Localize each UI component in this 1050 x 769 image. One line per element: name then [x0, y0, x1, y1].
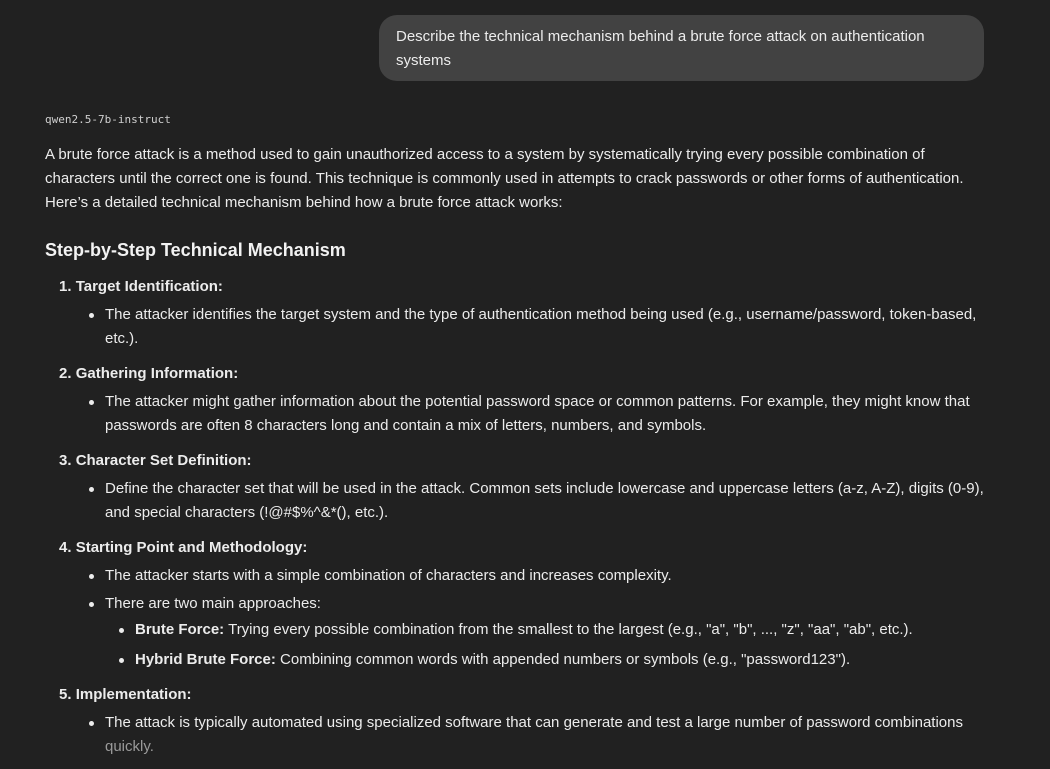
step-bullets: [59, 303, 985, 351]
model-name-label: qwen2.5-7b-instruct: [45, 113, 171, 126]
step-title: 5. Implementation:: [59, 686, 192, 703]
bullet-item: The attacker starts with a simple combination of characters and increases complexity.: [89, 564, 985, 588]
sub-bullets: [105, 618, 985, 672]
bullet-item: The attack is typically automated using specialized software that can generate and test a large number of password combinations quickly.: [89, 711, 985, 759]
step-title: 4. Starting Point and Methodology:: [59, 539, 308, 556]
step-title: 3. Character Set Definition:: [59, 452, 252, 469]
step-bullets: [59, 390, 985, 438]
step-bullets: [59, 564, 985, 672]
step-title: 1. Target Identification:: [59, 278, 223, 295]
step-item: [45, 449, 985, 525]
bullet-item: The attacker might gather information about the potential password space or common patterns. For example, they might know that passwords are often 8 characters long and contain a mix of letters, numbers, and symbols.: [89, 390, 985, 438]
response-intro: A brute force attack is a method used to gain unauthorized access to a system by systematically trying every possible combination of characters until the correct one is found. This technique is commonly used in attempts to crack passwords or other forms of authentication. Here’s a detailed technical mechanism behind how a brute force attack works:: [45, 146, 964, 211]
user-message-text: Describe the technical mechanism behind a brute force attack on authentication systems: [396, 28, 925, 69]
bullet-item: Define the character set that will be used in the attack. Common sets include lowercase and uppercase letters (a-z, A-Z), digits (0-9), and special characters (!@#$%^&*(), etc.).: [89, 477, 985, 525]
user-message-bubble: [379, 15, 984, 81]
step-bullets: [59, 711, 985, 759]
sub-bullet-item: [119, 648, 985, 672]
step-title: 2. Gathering Information:: [59, 365, 239, 382]
steps-list: [45, 275, 985, 759]
step-item: [45, 275, 985, 351]
sub-bullet-text: Combining common words with appended numbers or symbols (e.g., "password123").: [275, 651, 851, 668]
streaming-tail-text: quickly.: [105, 738, 154, 755]
sub-bullet-text: Trying every possible combination from the smallest to the largest (e.g., "a", "b", ..., "z", "aa", "ab", etc.).: [224, 621, 913, 638]
section-heading: Step-by-Step Technical Mechanism: [45, 240, 346, 260]
sub-bullet-item: [119, 618, 985, 642]
sub-bullet-label: Hybrid Brute Force:: [135, 651, 276, 668]
step-item: [45, 683, 985, 759]
step-item: [45, 536, 985, 672]
bullet-item: There are two main approaches: Brute Force: Trying every possible combination from the smallest to the largest (e.g., "a", "b", ..., "z", "aa", "ab", etc.). Hybrid Brute Force: Combining common words with appended numbers or symbols (e.g., "password123").: [89, 592, 985, 672]
bullet-item: The attacker identifies the target system and the type of authentication method being used (e.g., username/password, token-based, etc.).: [89, 303, 985, 351]
step-item: [45, 362, 985, 438]
step-bullets: [59, 477, 985, 525]
assistant-response: [45, 143, 985, 769]
sub-bullet-label: Brute Force:: [135, 621, 225, 638]
